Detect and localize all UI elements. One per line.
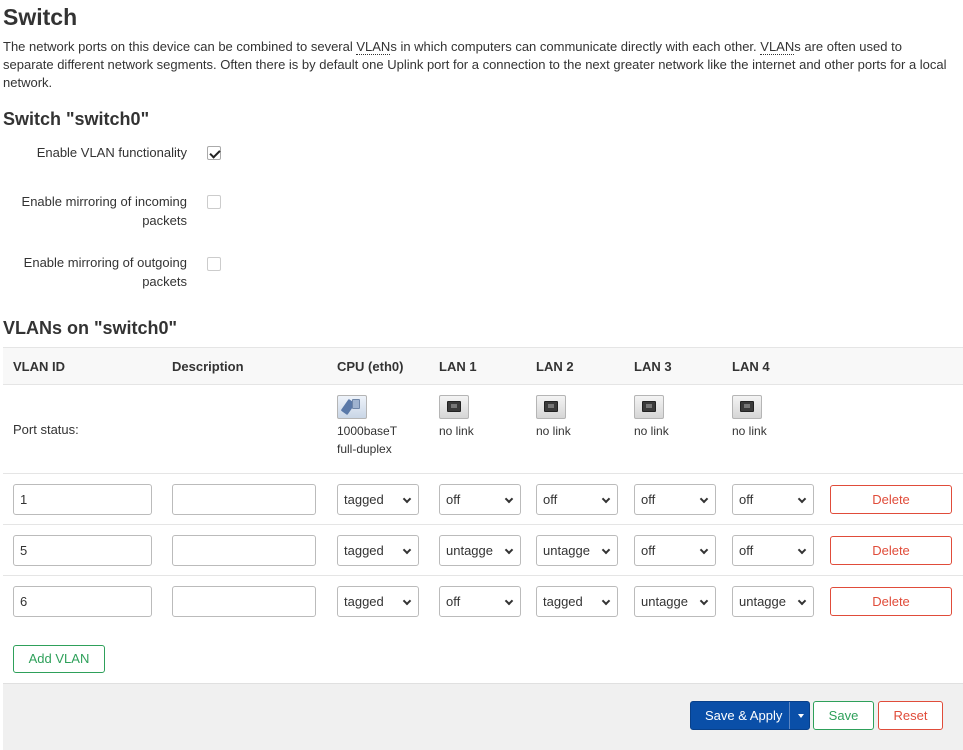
port-status-lan1: no link xyxy=(439,395,474,440)
cpu-port-select[interactable]: tagged xyxy=(337,484,419,515)
cpu-port-select[interactable]: tagged xyxy=(337,535,419,566)
chevron-down-icon xyxy=(700,597,708,605)
lan4-port-select[interactable]: off xyxy=(732,484,814,515)
mirror-incoming-checkbox[interactable] xyxy=(207,195,221,209)
vlan-description-input[interactable] xyxy=(172,586,316,617)
ethernet-connected-icon xyxy=(337,395,367,419)
cpu-port-select[interactable]: tagged xyxy=(337,586,419,617)
lan1-port-select[interactable]: off xyxy=(439,484,521,515)
vlan-id-input[interactable]: 5 xyxy=(13,535,152,566)
port-status-lan3: no link xyxy=(634,395,669,440)
chevron-down-icon xyxy=(602,546,610,554)
col-vlan-id: VLAN ID xyxy=(13,359,65,374)
page-actions-footer xyxy=(3,683,963,750)
enable-vlan-label: Enable VLAN functionality xyxy=(36,145,187,160)
chevron-down-icon xyxy=(505,597,513,605)
lan1-port-select[interactable]: untagge xyxy=(439,535,521,566)
reset-button[interactable]: Reset xyxy=(878,701,943,730)
save-apply-label: Save & Apply xyxy=(705,708,783,723)
ethernet-port-icon xyxy=(439,395,469,419)
delete-vlan-button[interactable]: Delete xyxy=(830,587,952,616)
lan3-port-select[interactable]: off xyxy=(634,484,716,515)
port-status-lan4: no link xyxy=(732,395,767,440)
vlan-row xyxy=(3,525,963,576)
port-status-label: Port status: xyxy=(13,422,79,437)
vlans-section-title: VLANs on "switch0" xyxy=(3,318,178,338)
chevron-down-icon xyxy=(798,495,806,503)
chevron-down-icon xyxy=(798,546,806,554)
port-status-cpu: 1000baseT full-duplex xyxy=(337,395,397,458)
vlan-row xyxy=(3,576,963,627)
page-title: Switch xyxy=(3,4,78,30)
delete-vlan-button[interactable]: Delete xyxy=(830,536,952,565)
page-description: The network ports on this device can be combined to several VLANs in which computers can communicate directly with each other. VLANs are often used to separate different network segments. Often there is by default one Uplink port for a connection to the next greater network like the internet and other ports for a local network. xyxy=(3,39,947,90)
col-description: Description xyxy=(172,359,244,374)
chevron-down-icon xyxy=(602,495,610,503)
chevron-down-icon xyxy=(798,597,806,605)
save-button[interactable]: Save xyxy=(813,701,874,730)
chevron-down-icon xyxy=(700,495,708,503)
col-lan2: LAN 2 xyxy=(536,359,574,374)
lan2-port-select[interactable]: off xyxy=(536,484,618,515)
lan2-port-select[interactable]: untagge xyxy=(536,535,618,566)
mirror-outgoing-label: Enable mirroring of outgoing packets xyxy=(23,255,187,289)
enable-vlan-checkbox[interactable] xyxy=(207,146,221,160)
col-lan1: LAN 1 xyxy=(439,359,477,374)
mirror-outgoing-checkbox[interactable] xyxy=(207,257,221,271)
ethernet-port-icon xyxy=(536,395,566,419)
lan2-port-select[interactable]: tagged xyxy=(536,586,618,617)
port-status-row xyxy=(3,385,963,474)
lan1-port-select[interactable]: off xyxy=(439,586,521,617)
vlan-table-header xyxy=(3,347,963,385)
lan4-port-select[interactable]: off xyxy=(732,535,814,566)
chevron-down-icon xyxy=(403,546,411,554)
lan3-port-select[interactable]: off xyxy=(634,535,716,566)
dropdown-arrow-icon[interactable] xyxy=(789,702,809,729)
chevron-down-icon xyxy=(403,495,411,503)
chevron-down-icon xyxy=(403,597,411,605)
chevron-down-icon xyxy=(505,546,513,554)
col-lan3: LAN 3 xyxy=(634,359,672,374)
switch-section-title: Switch "switch0" xyxy=(3,109,150,129)
lan3-port-select[interactable]: untagge xyxy=(634,586,716,617)
col-lan4: LAN 4 xyxy=(732,359,770,374)
vlan-abbr: VLAN xyxy=(760,39,795,54)
port-status-lan2: no link xyxy=(536,395,571,440)
vlan-id-input[interactable]: 6 xyxy=(13,586,152,617)
add-vlan-button[interactable]: Add VLAN xyxy=(13,645,105,673)
vlan-description-input[interactable] xyxy=(172,484,316,515)
lan4-port-select[interactable]: untagge xyxy=(732,586,814,617)
ethernet-port-icon xyxy=(732,395,762,419)
vlan-id-input[interactable]: 1 xyxy=(13,484,152,515)
ethernet-port-icon xyxy=(634,395,664,419)
delete-vlan-button[interactable]: Delete xyxy=(830,485,952,514)
chevron-down-icon xyxy=(602,597,610,605)
vlan-abbr: VLAN xyxy=(356,39,391,54)
save-apply-button[interactable] xyxy=(690,701,810,730)
chevron-down-icon xyxy=(700,546,708,554)
col-cpu: CPU (eth0) xyxy=(337,359,404,374)
vlan-row xyxy=(3,474,963,525)
vlan-description-input[interactable] xyxy=(172,535,316,566)
chevron-down-icon xyxy=(505,495,513,503)
mirror-incoming-label: Enable mirroring of incoming packets xyxy=(21,194,187,228)
